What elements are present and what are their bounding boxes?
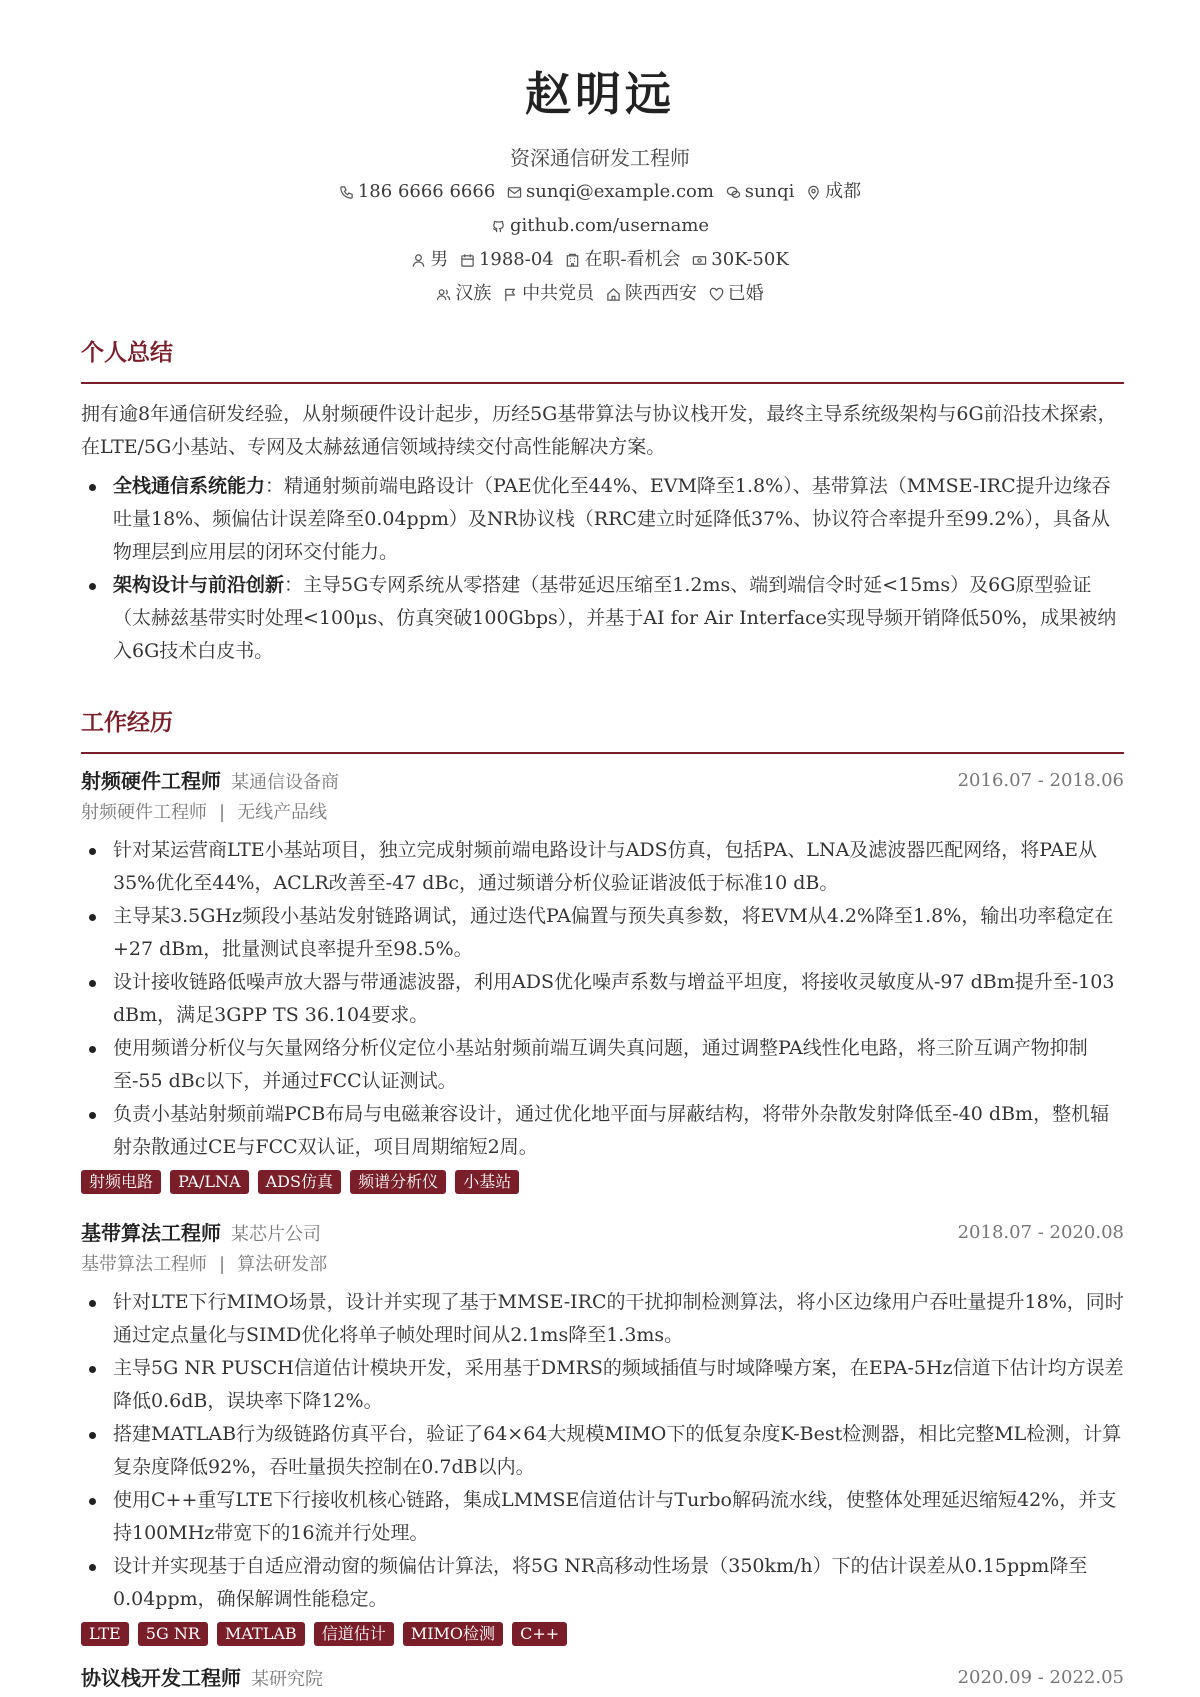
skill-tag: 射频电路: [81, 1170, 161, 1194]
summary-bullet: [81, 569, 1124, 668]
personal-info-row: [0, 246, 1200, 274]
skill-tag: 小基站: [455, 1170, 519, 1194]
contact-row: [0, 178, 1200, 206]
resume-header: [0, 0, 1200, 308]
job-company: 某研究院: [251, 1669, 323, 1690]
ethnicity-text: 汉族: [455, 283, 492, 304]
politics-text: 中共党员: [522, 283, 595, 304]
skill-tag: 5G NR: [138, 1622, 208, 1646]
summary-bullets: [81, 470, 1124, 668]
city-item: [806, 178, 861, 206]
skill-tag: PA/LNA: [170, 1170, 248, 1194]
job-bullet: 主导某3.5GHz频段小基站发射链路调试，通过迭代PA偏置与预失真参数，将EVM从4.2%降至1.8%，输出功率稳定在+27 dBm，批量测试良率提升至98.5%。: [81, 900, 1124, 966]
hometown-item: [606, 280, 697, 308]
calendar-icon: [460, 253, 475, 268]
job-position: 射频硬件工程师: [81, 769, 221, 793]
marital-item: [709, 280, 764, 308]
job-header: [81, 1661, 1124, 1695]
money-icon: [692, 253, 707, 268]
user-icon: [411, 253, 426, 268]
skill-tag: 信道估计: [314, 1622, 394, 1646]
email-item[interactable]: [507, 178, 714, 206]
job-header: [81, 764, 1124, 798]
experience-section: [81, 706, 1124, 754]
mail-icon: [507, 185, 522, 200]
phone-icon: [339, 185, 354, 200]
github-icon: [491, 219, 506, 234]
job-bullet: 设计接收链路低噪声放大器与带通滤波器，利用ADS优化噪声系数与增益平坦度，将接收灵敏度从-97 dBm提升至-103 dBm，满足3GPP TS 36.104要求。: [81, 966, 1124, 1032]
skill-tag: MIMO检测: [403, 1622, 503, 1646]
separator: |: [219, 1254, 226, 1275]
job-bullet: 负责小基站射频前端PCB布局与电磁兼容设计，通过优化地平面与屏蔽结构，将带外杂散发射降低至-40 dBm，整机辐射杂散通过CE与FCC双认证，项目周期缩短2周。: [81, 1098, 1124, 1164]
job-bullet: 设计并实现基于自适应滑动窗的频偏估计算法，将5G NR高移动性场景（350km/h）下的估计误差从0.15ppm降至0.04ppm，确保解调性能稳定。: [81, 1550, 1124, 1616]
job-bullet: 针对某运营商LTE小基站项目，独立完成射频前端电路设计与ADS仿真，包括PA、LNA及滤波器匹配网络，将PAE从35%优化至44%，ACLR改善至-47 dBc，通过频谱分析仪验证谐波低于标准10 dB。: [81, 834, 1124, 900]
wechat-item[interactable]: [726, 178, 795, 206]
github-text: github.com/username: [509, 215, 710, 236]
marital-text: 已婚: [727, 283, 764, 304]
job-entry: [81, 764, 1124, 1194]
hometown-text: 陕西西安: [624, 283, 697, 304]
job-date: 2018.07 - 2020.08: [957, 1222, 1124, 1243]
building-icon: [565, 253, 580, 268]
section-divider: [81, 382, 1124, 384]
salary-item: [692, 246, 788, 274]
skill-tag: ADS仿真: [258, 1170, 341, 1194]
status-item: [565, 246, 680, 274]
job-department: 算法研发部: [237, 1254, 328, 1275]
job-bullet: 主导5G NR PUSCH信道估计模块开发，采用基于DMRS的频域插值与时域降噪方案，在EPA-5Hz信道下估计均方误差降低0.6dB，误块率下降12%。: [81, 1352, 1124, 1418]
bullet-text: ：主导5G专网系统从零搭建（基带延迟压缩至1.2ms、端到端信令时延<15ms）及6G原型验证（太赫兹基带实时处理<100μs、仿真突破100Gbps），并基于AI for Air Interface实现导频开销降低50%，成果被纳入6G技术白皮书。: [113, 574, 1117, 662]
city-text: 成都: [825, 181, 862, 202]
skill-tag: MATLAB: [217, 1622, 305, 1646]
users-icon: [436, 287, 451, 302]
job-bullet: 使用C++重写LTE下行接收机核心链路，集成LMMSE信道估计与Turbo解码流水线，使整体处理延迟缩短42%，并支持100MHz带宽下的16流并行处理。: [81, 1484, 1124, 1550]
job-bullet: 搭建MATLAB行为级链路仿真平台，验证了64×64大规模MIMO下的低复杂度K-Best检测器，相比完整ML检测，计算复杂度降低92%，吞吐量损失控制在0.7dB以内。: [81, 1418, 1124, 1484]
background-info-row: [0, 280, 1200, 308]
person-name: 赵明远: [525, 67, 675, 121]
gender-text: 男: [430, 249, 449, 270]
job-subtitle: [81, 1250, 1124, 1280]
status-text: 在职-看机会: [584, 249, 681, 270]
job-bullet: 使用频谱分析仪与矢量网络分析仪定位小基站射频前端互调失真问题，通过调整PA线性化电路，将三阶互调产物抑制至-55 dBc以下，并通过FCC认证测试。: [81, 1032, 1124, 1098]
birth-item: [460, 246, 554, 274]
separator: |: [219, 802, 226, 823]
job-title: 资深通信研发工程师: [510, 146, 690, 170]
phone-item[interactable]: [339, 178, 495, 206]
skill-tags: [81, 1622, 1124, 1646]
wechat-icon: [726, 185, 741, 200]
wechat-text: sunqi: [744, 181, 795, 202]
github-row: [0, 212, 1200, 240]
job-bullets: [81, 834, 1124, 1164]
skill-tag: C++: [512, 1622, 567, 1646]
job-position: 基带算法工程师: [81, 1221, 221, 1245]
job-role: 基带算法工程师: [81, 1254, 207, 1275]
politics-item: [503, 280, 594, 308]
skill-tags: [81, 1170, 1124, 1194]
bullet-text: ：精通射频前端电路设计（PAE优化至44%、EVM降至1.8%）、基带算法（MMSE-IRC提升边缘吞吐量18%、频偏估计误差降至0.04ppm）及NR协议栈（RRC建立时延降低37%、协议符合率提升至99.2%），具备从物理层到应用层的闭环交付能力。: [113, 475, 1111, 563]
job-date: 2016.07 - 2018.06: [957, 770, 1124, 791]
job-role: 射频硬件工程师: [81, 802, 207, 823]
job-subtitle: [81, 798, 1124, 828]
job-bullet: 针对LTE下行MIMO场景，设计并实现了基于MMSE-IRC的干扰抑制检测算法，将小区边缘用户吞吐量提升18%，同时通过定点量化与SIMD优化将单子帧处理时间从2.1ms降至1.3ms。: [81, 1286, 1124, 1352]
phone-text: 186 6666 6666: [357, 181, 496, 202]
bullet-label: 全栈通信系统能力: [113, 475, 266, 497]
experience-heading: 工作经历: [81, 709, 173, 736]
job-company: 某芯片公司: [231, 1224, 321, 1245]
summary-section: [81, 336, 1124, 668]
summary-heading: 个人总结: [81, 339, 173, 366]
home-icon: [606, 287, 621, 302]
job-company: 某通信设备商: [231, 772, 339, 793]
job-department: 无线产品线: [237, 802, 328, 823]
github-item[interactable]: [491, 212, 709, 240]
heart-icon: [709, 287, 724, 302]
job-header: [81, 1216, 1124, 1250]
email-text: sunqi@example.com: [526, 181, 714, 202]
summary-intro: 拥有逾8年通信研发经验，从射频硬件设计起步，历经5G基带算法与协议栈开发，最终主导系统级架构与6G前沿技术探索，在LTE/5G小基站、专网及太赫兹通信领域持续交付高性能解决方案。: [81, 403, 1117, 458]
summary-bullet: [81, 470, 1124, 569]
ethnicity-item: [436, 280, 491, 308]
birth-text: 1988-04: [478, 249, 554, 270]
gender-item: [411, 246, 448, 274]
section-divider: [81, 752, 1124, 754]
salary-text: 30K-50K: [711, 249, 789, 270]
skill-tag: 频谱分析仪: [350, 1170, 446, 1194]
flag-icon: [503, 287, 518, 302]
skill-tag: LTE: [81, 1622, 129, 1646]
job-date: 2020.09 - 2022.05: [957, 1667, 1124, 1688]
job-bullets: [81, 1286, 1124, 1616]
job-entry: [81, 1216, 1124, 1646]
job-position: 协议栈开发工程师: [81, 1666, 241, 1690]
location-pin-icon: [806, 185, 821, 200]
bullet-label: 架构设计与前沿创新: [113, 574, 285, 596]
job-entry: [81, 1661, 1124, 1695]
